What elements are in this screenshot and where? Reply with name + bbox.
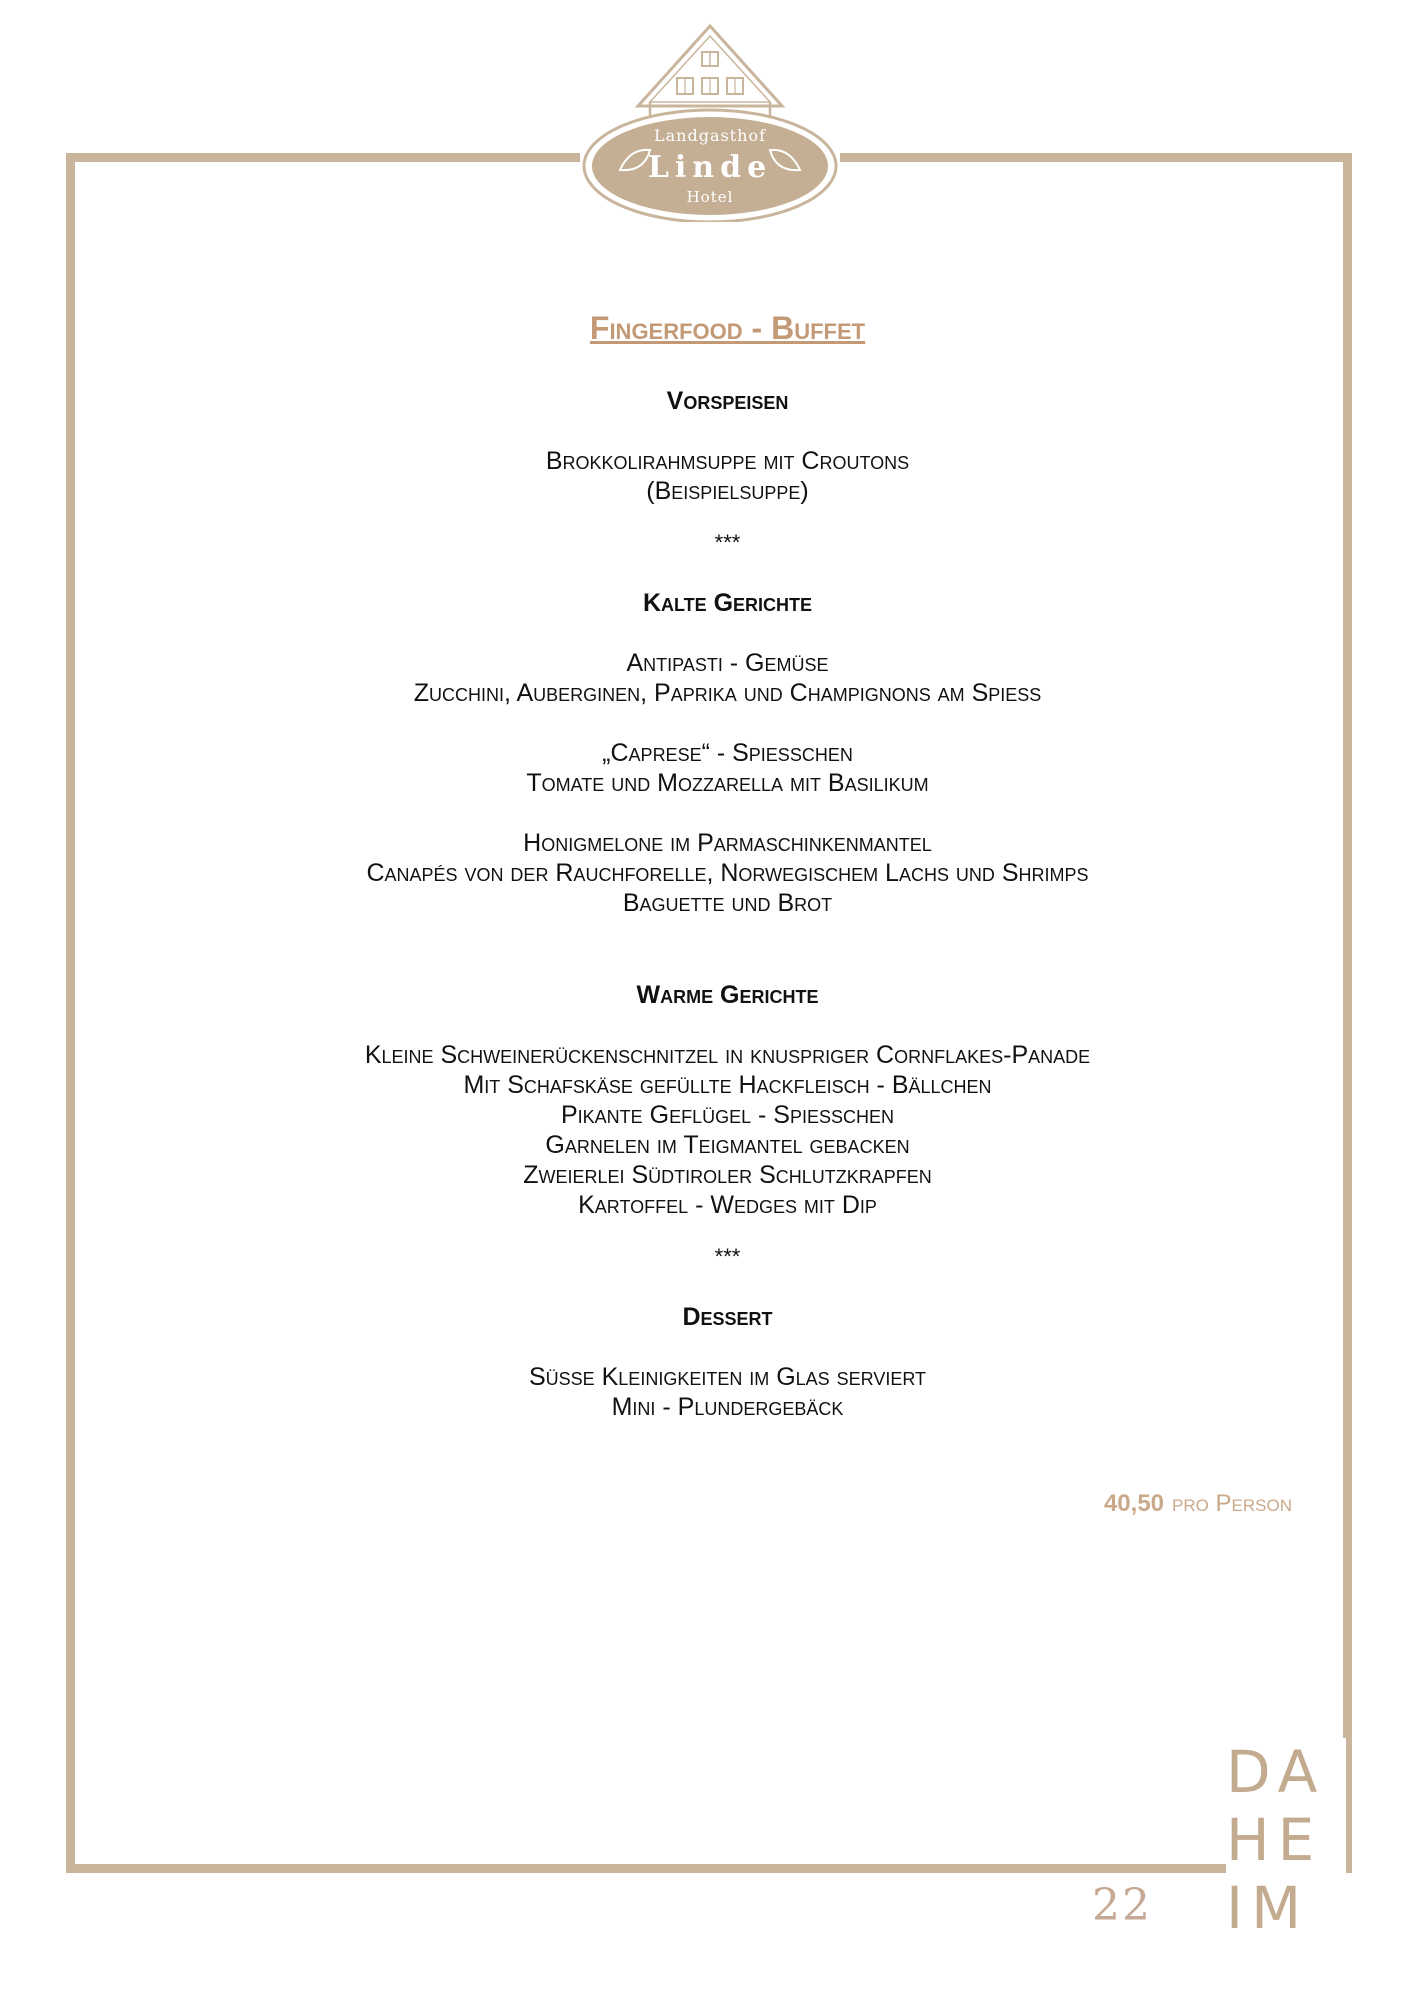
logo-text-hotel: Hotel	[686, 188, 734, 206]
logo-text-landgasthof: Landgasthof	[654, 126, 766, 145]
daheim-brand-mark	[1226, 1738, 1346, 1942]
menu-group	[200, 648, 1255, 708]
price-label	[1104, 1490, 1292, 1518]
menu-line: Mit Schafskäse gefüllte Hackfleisch - Bällchen	[463, 1071, 992, 1099]
menu-line: Baguette und Brot	[622, 889, 833, 917]
menu-line: Honigmelone im Parmaschinkenmantel	[523, 829, 932, 857]
menu-line: Zweierlei Südtiroler Schlutzkrapfen	[523, 1161, 932, 1189]
menu-line: Tomate und Mozzarella mit Basilikum	[526, 769, 929, 797]
menu-line: Kleine Schweinerückenschnitzel in knuspriger Cornflakes-Panade	[364, 1041, 1091, 1069]
price-unit: pro Person	[1172, 1490, 1292, 1517]
price-amount: 40,50	[1103, 1490, 1165, 1517]
menu-line: Garnelen im Teigmantel gebacken	[545, 1131, 910, 1159]
menu-group	[200, 828, 1255, 918]
page-number: 22	[1084, 1876, 1160, 1936]
brand-line: DA	[1226, 1738, 1326, 1806]
menu-line: Brokkolirahmsuppe mit Croutons	[545, 447, 910, 475]
menu-line: (Beispielsuppe)	[646, 477, 809, 505]
menu-title: Fingerfood - Buffet	[589, 310, 866, 346]
menu-line: Kartoffel - Wedges mit Dip	[578, 1191, 877, 1219]
hotel-logo	[580, 22, 840, 222]
brand-line: IM	[1226, 1874, 1310, 1942]
separator-stars: ***	[714, 530, 741, 555]
menu-group	[200, 738, 1255, 798]
menu-line: Süße Kleinigkeiten im Glas serviert	[528, 1363, 926, 1391]
section-heading-cold: Kalte Gerichte	[642, 589, 813, 617]
brand-line: HE	[1226, 1806, 1323, 1874]
menu-content	[200, 306, 1255, 1422]
menu-line: Canapés von der Rauchforelle, Norwegischem Lachs und Shrimps	[366, 859, 1089, 887]
separator-stars: ***	[714, 1244, 741, 1269]
section-heading-warm: Warme Gerichte	[636, 981, 819, 1009]
section-heading-dessert: Dessert	[682, 1303, 773, 1331]
menu-line: „Caprese“ - Spießchen	[602, 739, 853, 767]
section-heading-starters: Vorspeisen	[666, 387, 789, 415]
menu-line: Pikante Geflügel - Spießchen	[560, 1101, 895, 1129]
logo-text-linde: Linde	[647, 150, 773, 185]
menu-line: Antipasti - Gemüse	[626, 649, 829, 677]
menu-line: Mini - Plundergebäck	[611, 1393, 844, 1421]
menu-line: Zucchini, Auberginen, Paprika und Champignons am Spieß	[413, 679, 1042, 707]
